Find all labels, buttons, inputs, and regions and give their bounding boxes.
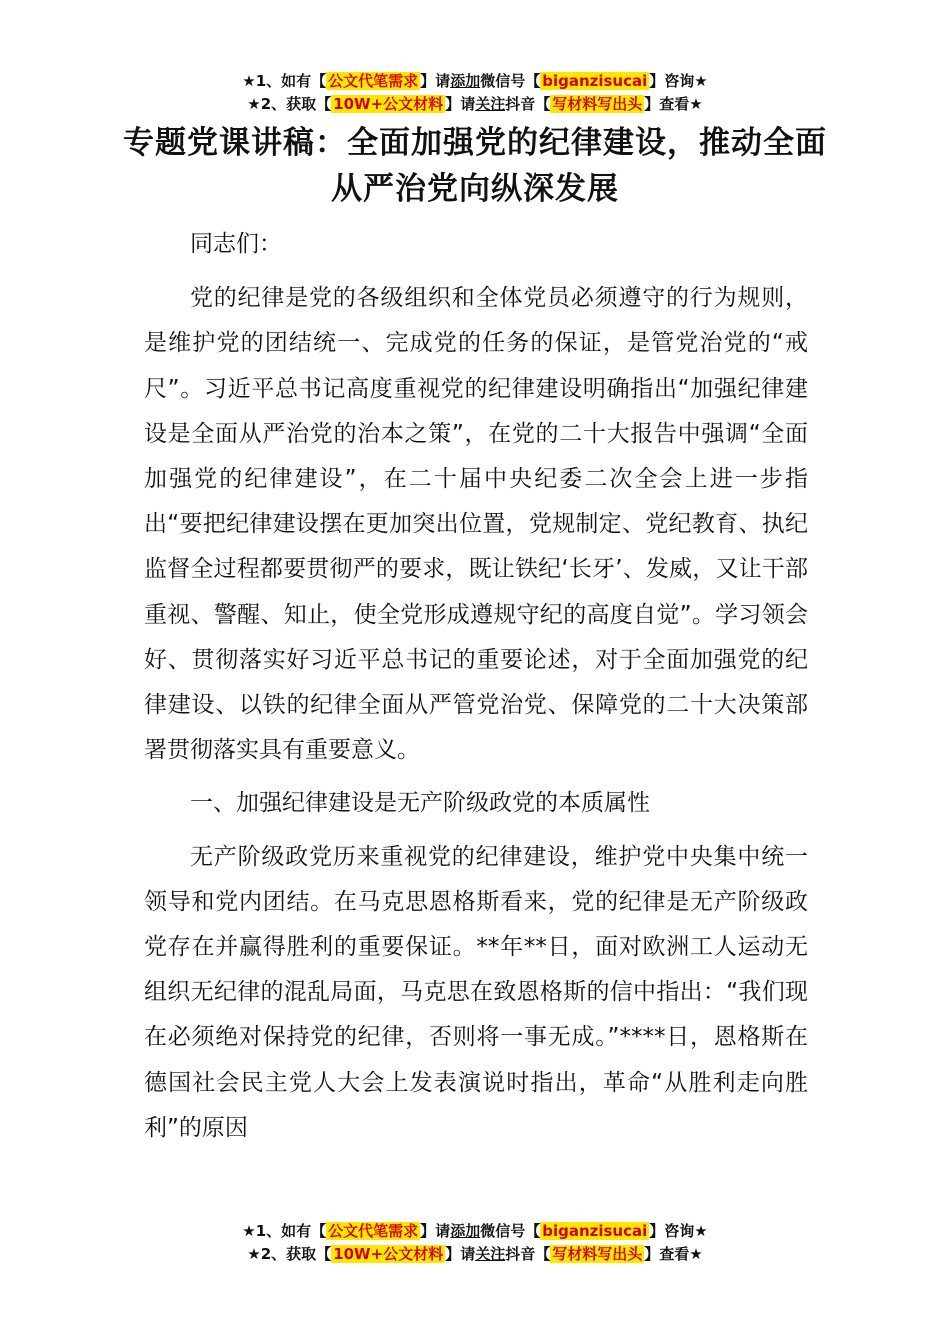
greeting: 同志们： [190,231,282,257]
promo-text: 抖音【 [505,95,551,113]
promo-text: ★2、获取【 [247,1245,332,1263]
promo-underlined: 关注 [475,95,506,113]
promo-text: ★1、如有【 [242,72,327,90]
promo-highlight: 写材料写出头 [552,1245,643,1263]
promo-text: 】咨询★ [649,1222,708,1240]
section-heading: 一、加强纪律建设是无产阶级政党的本质属性 [190,790,650,817]
document-title: 专题党课讲稿：全面加强党的纪律建设，推动全面从严治党向纵深发展 [123,125,827,207]
promo-text: 】请 [445,1245,476,1263]
promo-text: 抖音【 [505,1245,551,1263]
promo-highlight: 10W+公文材料 [333,1245,444,1263]
document-body [144,222,808,1159]
promo-highlight: biganzisucai [542,72,648,90]
paragraph-section-1: 无产阶级政党历来重视党的纪律建设，维护党中央集中统一领导和党内团结。在马克思恩格斯看来，党的纪律是无产阶级政党存在并赢得胜利的重要保证。**年**日，面对欧洲工人运动无组织无纪律的混乱局面，马克思在致恩格斯的信中指出：“我们现在必须绝对保持党的纪律，否则将一事无成。”****日，恩格斯在德国社会民主党人大会上发表演说时指出，革命“从胜利走向胜利”的原因 [144,843,808,1141]
promo-highlight: biganzisucai [542,1222,648,1240]
promo-text: 】请 [420,1222,451,1240]
promo-underlined: 添加 [450,1222,481,1240]
promo-text: 微信号【 [480,72,541,90]
promo-text: 】请 [420,72,451,90]
header-promo-line-2 [0,93,950,116]
promo-text: 】查看★ [644,95,703,113]
promo-text: 】查看★ [644,1245,703,1263]
promo-underlined: 关注 [475,1245,506,1263]
paragraph-intro: 党的纪律是党的各级组织和全体党员必须遵守的行为规则，是维护党的团结统一、完成党的任务的保证，是管党治党的“戒尺”。习近平总书记高度重视党的纪律建设明确指出“加强纪律建设是全面从严治党的治本之策”，在党的二十大报告中强调“全面加强党的纪律建设”，在二十届中央纪委二次全会上进一步指出“要把纪律建设摆在更加突出位置，党规制定、党纪教育、执纪监督全过程都要贯彻严的要求，既让铁纪‘长牙’、发威，又让干部重视、警醒、知止，使全党形成遵规守纪的高度自觉”。学习领会好、贯彻落实好习近平总书记的重要论述，对于全面加强党的纪律建设、以铁的纪律全面从严管党治党、保障党的二十大决策部署贯彻落实具有重要意义。 [144,285,808,764]
promo-highlight: 10W+公文材料 [333,95,444,113]
promo-text: ★1、如有【 [242,1222,327,1240]
promo-text: ★2、获取【 [247,95,332,113]
promo-text: 微信号【 [480,1222,541,1240]
footer-promo-line-1 [0,1220,950,1243]
promo-text: 】咨询★ [649,72,708,90]
promo-highlight: 写材料写出头 [552,95,643,113]
header-promo-line-1 [0,70,950,93]
promo-highlight: 公文代笔需求 [328,1222,419,1240]
promo-underlined: 添加 [450,72,481,90]
footer-promo-line-2 [0,1243,950,1266]
promo-text: 】请 [445,95,476,113]
promo-highlight: 公文代笔需求 [328,72,419,90]
